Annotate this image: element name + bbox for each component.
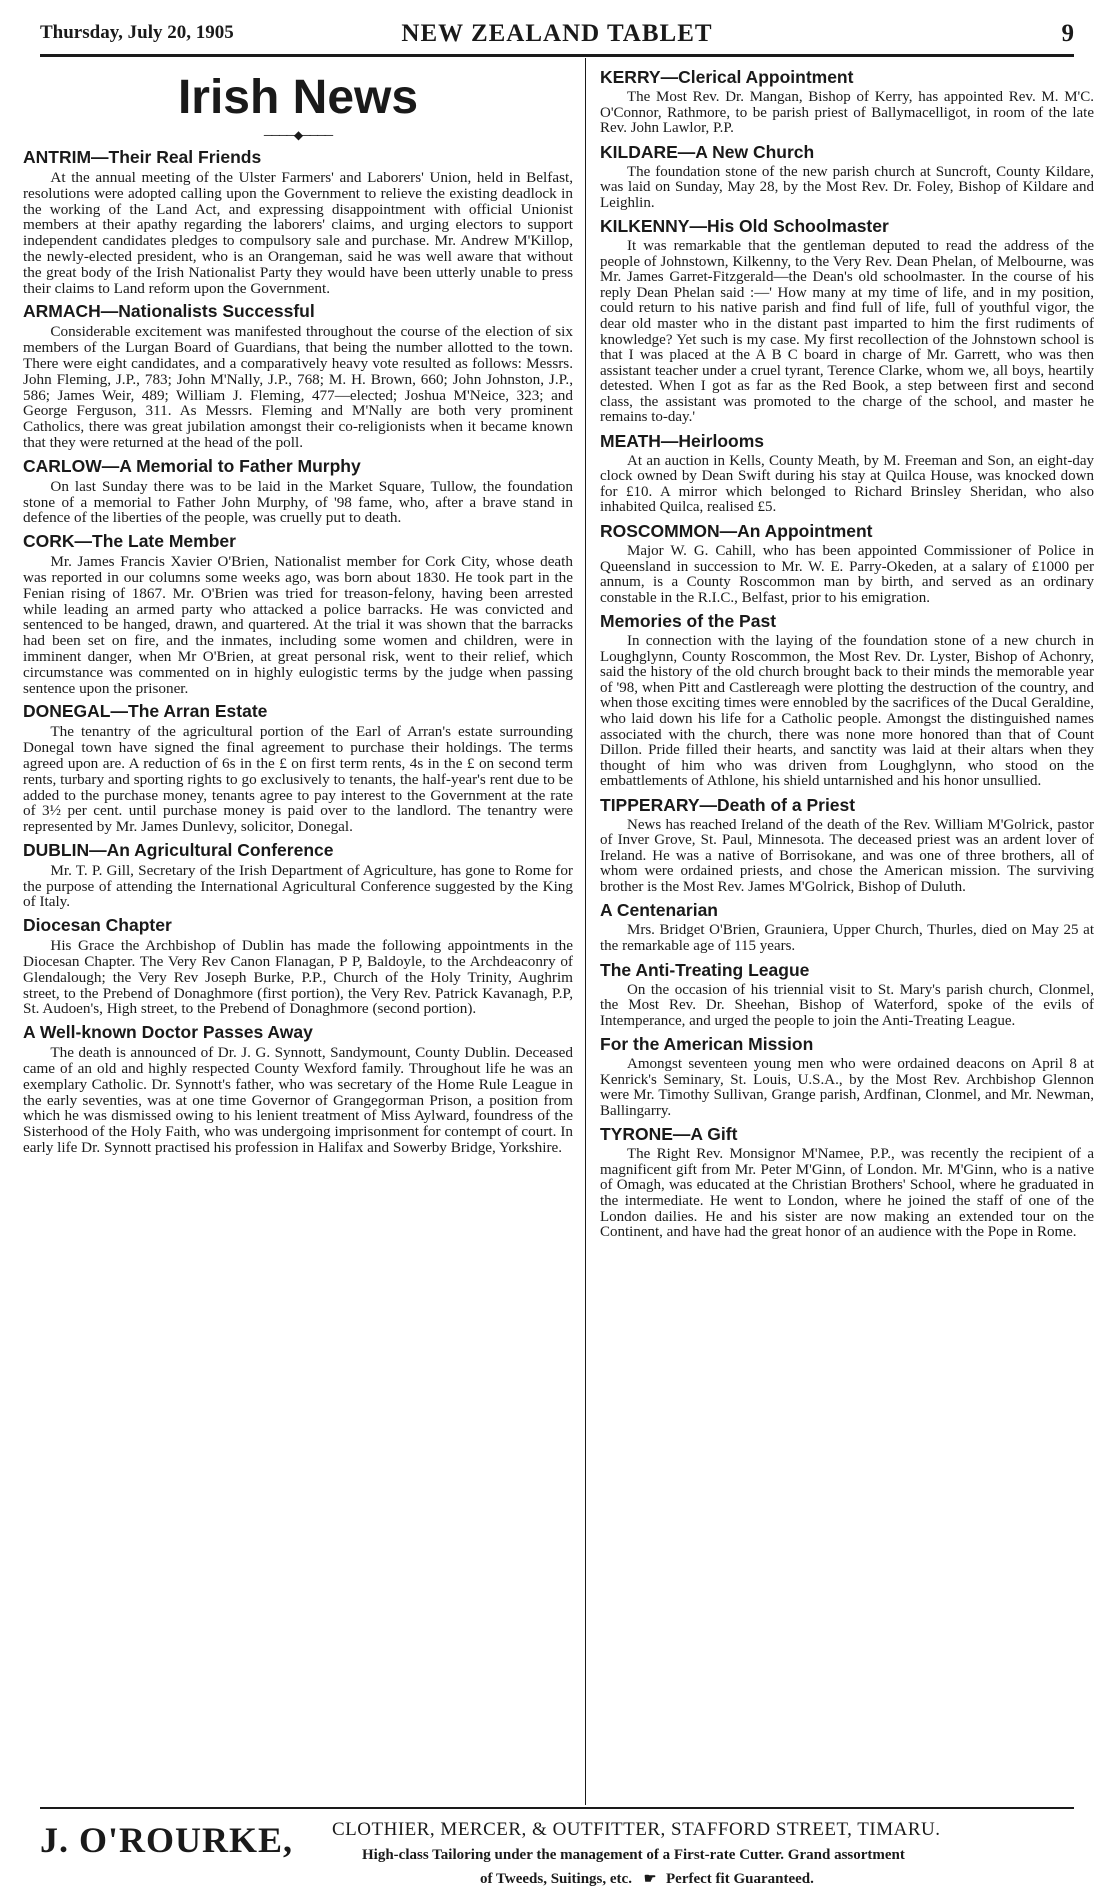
article-heading: ANTRIM—Their Real Friends [23, 147, 262, 167]
article-heading: Diocesan Chapter [23, 915, 172, 936]
article-heading: MEATH—Heirlooms [600, 430, 764, 451]
page-header [40, 20, 1074, 54]
article-body: Considerable excitement was manifested throughout the course of the election of six members of the Lurgan Board of Guardians, that being the number allotted to the town. There were eight candidates, and a comparatively heavy vote resulted as follows: Messrs. John Fleming, J.P., 783; John M'Nally, J.P., 768; M. H. Brown, 660; John Johnston, J.P., 586; James Weir, 489; William J. Fleming, 477—elected; Joshua M'Neice, 323; and George Ferguson, 311. As Messrs. Fleming and M'Nally are both very prominent Catholics, there was great jubilation amongst their co-religionists when it became known that they were returned at the head of the poll. [23, 323, 573, 451]
article-heading: TIPPERARY—Death of a Priest [600, 794, 856, 815]
article-heading: KILDARE—A New Church [600, 141, 815, 162]
advert-tailoring: High-class Tailoring under the management of a First-rate Cutter. Grand assortment [362, 1847, 905, 1863]
article-body: Major W. G. Cahill, who has been appointed Commissioner of Police in Queensland in succession to Mr. W. E. Parry-Okeden, at a salary of £1000 per annum, is a County Roscommon man by birth, and served as an ordinary constable in the R.I.C., Belfast, prior to his emigration. [600, 543, 1094, 606]
article-body: On the occasion of his triennial visit to St. Mary's parish church, Clonmel, the Most Rev. Dr. Sheehan, Bishop of Waterford, spoke of the evils of Intemperance, and urged the people to join the Anti-Treating League. [600, 981, 1094, 1029]
article-heading: DUBLIN—An Agricultural Conference [23, 839, 334, 860]
footer-rule [40, 1807, 1074, 1809]
article-body: News has reached Ireland of the death of the Rev. William M'Golrick, pastor of Inver Grove, St. Paul, Minnesota. The deceased priest was an ardent lover of Ireland. He was a native of Borrisokane, and was one of three brothers, all of whom were ordained priests, and chose the American mission. The surviving brother is the Most Rev. James M'Golrick, Bishop of Duluth. [600, 816, 1094, 895]
article-heading: CARLOW—A Memorial to Father Murphy [23, 455, 361, 476]
left-column [23, 62, 573, 1156]
advert-guarantee [480, 1871, 814, 1888]
article-body: The Most Rev. Dr. Mangan, Bishop of Kerry, has appointed Rev. M. M'C. O'Connor, Rathmore, to be parish priest of Ballymacelligot, in room of the late Rev. John Lawlor, P.P. [600, 89, 1094, 137]
masthead-ornament: ────◆──── [263, 128, 333, 142]
article-body: Mrs. Bridget O'Brien, Grauniera, Upper Church, Thurles, died on May 25 at the remarkable age of 115 years. [600, 922, 1094, 954]
article-heading: A Well-known Doctor Passes Away [23, 1022, 313, 1043]
advertiser-name: J. O'ROURKE, [40, 1820, 294, 1860]
article-heading: TYRONE—A Gift [600, 1124, 738, 1145]
page-number: 9 [1061, 20, 1074, 47]
advert-trades: CLOTHIER, MERCER, & OUTFITTER, STAFFORD STREET, TIMARU. [332, 1819, 941, 1840]
section-masthead: Irish News [177, 71, 419, 124]
article-body: At an auction in Kells, County Meath, by M. Freeman and Son, an eight-day clock owned by Dean Swift during his stay at Quilca House, was knocked down for £10. A mirror which belonged to Richard Brinsley Sheridan, who also inhabited Quilca, realised £5. [600, 452, 1094, 516]
article-body: The Right Rev. Monsignor M'Namee, P.P., was recently the recipient of a magnificent gift from Mr. Peter M'Ginn, of London. Mr. M'Ginn, who is a native of Omagh, was educated at the Christian Brothers' School, where he graduated in the intermediate. He went to London, where he joined the staff of one of the London dailies. He and his sister are now making an extended tour on the Continent, and have had the great honor of an audience with the Pope in Rome. [600, 1146, 1094, 1241]
article-body: It was remarkable that the gentleman deputed to read the address of the people of Johnstown, Kilkenny, to the Very Rev. Dean Phelan, of Melbourne, was Mr. James Garret-Fitzgerald—the Dean's old schoolmaster. In the course of his reply Dean Phelan said :—' How many at my time of life, and in my position, could return to his native parish and find full of life, full of youthful vigor, the dear old master who in the distant past imparted to him the first rudiments of knowledge? Yet such is my case. My first recollection of the Johnstown school is that I was placed at the A B C board in charge of Mr. Garrett, who was then assistant teacher under a cruel tyrant, Terence Clarke, whom we, all boys, heartily detested. When I got as far as the Red Book, a step between first and second class, the assistant was promoted to the charge of the school, and master he remains to-day.' [600, 238, 1094, 426]
right-column [600, 62, 1094, 1241]
article-heading: The Anti-Treating League [600, 959, 810, 980]
pointing-hand-icon: ☛ [643, 1872, 657, 1887]
article-body: His Grace the Archbishop of Dublin has made the following appointments in the Diocesan Chapter. The Very Rev Canon Flanagan, P P, Baldoyle, to the Archdeaconry of Glendalough; the Very Rev Joseph Burke, P.P., Church of the Holy Trinity, Aughrim street, to the Prebend of Donaghmore (first portion), the Very Rev. Patrick Kavanagh, P.P, St. Audoen's, High street, to the Prebend of Donaghmore (second portion). [23, 937, 573, 1018]
article-heading: For the American Mission [600, 1034, 814, 1055]
advert-fit: Perfect fit Guaranteed. [666, 1871, 814, 1887]
article-heading: CORK—The Late Member [23, 531, 236, 552]
article-heading: KERRY—Clerical Appointment [600, 67, 854, 87]
advertisement [40, 1813, 1074, 1893]
advert-tweeds: of Tweeds, Suitings, etc. [480, 1871, 632, 1887]
header-rule [40, 54, 1074, 57]
article-heading: ARMACH—Nationalists Successful [23, 301, 315, 322]
article-body: The tenantry of the agricultural portion of the Earl of Arran's estate surrounding Donegal town have signed the final agreement to purchase their holdings. The terms agreed upon are. A reduction of 6s in the £ on first term rents, 4s in the £ on second term rents, turbary and sporting rights to go exclusively to tenants, the half-year's rent due to be added to the purchase money, tenants agree to pay interest to the Government at the rate of 3½ per cent. until purchase money is paid over to the landlord. The tenantry were represented by Mr. James Dunlevy, solicitor, Donegal. [23, 723, 573, 836]
article-body: The foundation stone of the new parish church at Suncroft, County Kildare, was laid on Sunday, May 28, by the Most Rev. Dr. Foley, Bishop of Kildare and Leighlin. [600, 163, 1094, 211]
article-heading: A Centenarian [600, 900, 718, 921]
article-body: Mr. James Francis Xavier O'Brien, Nationalist member for Cork City, whose death was reported in our columns some weeks ago, was born about 1830. He took part in the Fenian rising of 1867. Mr. O'Brien was tried for treason-felony, having been arrested while leading an armed party who attacked a police barracks. He was convicted and sentenced to be hanged, drawn, and quartered. At the trial it was shown that the barracks had been set on fire, and the inmates, including some women and children, were in imminent danger, when Mr O'Brien, at great personal risk, went to their relief, which circumstance was commented on in highly eulogistic terms by the judge when passing sentence upon the prisoner. [23, 553, 573, 697]
article-body: In connection with the laying of the foundation stone of a new church in Loughglynn, County Roscommon, the Most Rev. Dr. Lyster, Bishop of Achonry, said the history of the old church brought back to their minds the memorable year of '98, when Pitt and Castlereagh were plotting the destruction of the country, and when those exciting times were ennobled by the sacrifices of the Ducal Geraldine, who laid down his life for a Catholic people. Amongst the distinguished names associated with the church, there was none more honored than that of Count Dillon. Pride filled their hearts, and sanctity was laid at their altars when they thought of him who was driven from Loughglynn, who stood on the embattlements of Athlone, his shield untarnished and his honor unsullied. [600, 633, 1094, 790]
article-body: Amongst seventeen young men who were ordained deacons on April 8 at Kenrick's Seminary, St. Louis, U.S.A., by the Most Rev. Archbishop Glennon were Mr. Timothy Sullivan, Grange parish, Ardfinan, Clonmel, and Mr. Newman, Ballingarry. [600, 1056, 1094, 1119]
header-date: Thursday, July 20, 1905 [40, 22, 234, 43]
article-heading: DONEGAL—The Arran Estate [23, 701, 268, 722]
article-heading: Memories of the Past [600, 611, 777, 632]
article-body: At the annual meeting of the Ulster Farmers' and Laborers' Union, held in Belfast, resolutions were adopted calling upon the Government to relieve the existing deadlock in the working of the Land Act, and expressing disappointment with official Unionist members at their apathy regarding the laborers' claims, and urging electors to support independent candidates pledges to compulsory sale and purchase. Mr. Andrew M'Killop, the newly-elected president, who is an Orangeman, said he was well aware that without the great body of the Irish Nationalist Party they would have been utterly unable to press their claims to Land reform upon the Government. [23, 169, 573, 297]
article-heading: KILKENNY—His Old Schoolmaster [600, 216, 889, 237]
article-heading: ROSCOMMON—An Appointment [600, 521, 873, 542]
article-body: Mr. T. P. Gill, Secretary of the Irish Department of Agriculture, has gone to Rome for the purpose of attending the International Agricultural Conference suggested by the King of Italy. [23, 861, 573, 911]
article-body: The death is announced of Dr. J. G. Synnott, Sandymount, County Dublin. Deceased came of an old and highly respected County Wexford family. Throughout life he was an exemplary Catholic. Dr. Synnott's father, who was secretary of the Home Rule League in the early seventies, was at one time Governor of Grangegorman Prison, a position from which he was dismissed owing to his lenient treatment of Miss Aylward, foundress of the Sisterhood of the Holy Faith, who was undergoing imprisonment for contempt of court. In early life Dr. Synnott practised his profession in Halifax and Sowerby Bridge, Yorkshire. [23, 1044, 573, 1156]
column-divider [585, 58, 586, 1805]
header-title: NEW ZEALAND TABLET [401, 20, 713, 47]
article-body: On last Sunday there was to be laid in the Market Square, Tullow, the foundation stone of a memorial to Father John Murphy, of '98 fame, who, after a brave stand in defence of the liberties of the people, was cruelly put to death. [23, 477, 573, 527]
